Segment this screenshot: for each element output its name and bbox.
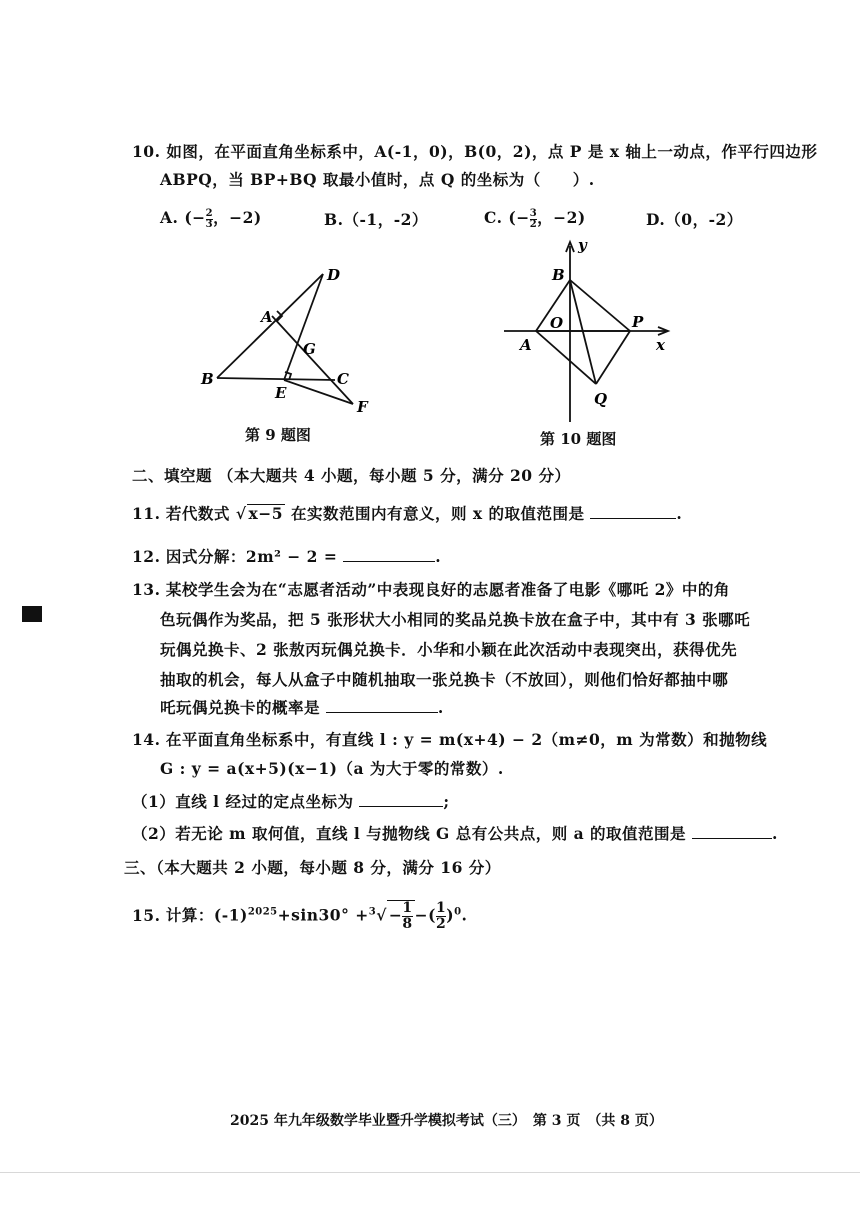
q15-exp2: 0 <box>454 906 462 918</box>
fig10-label-a: A <box>520 336 532 354</box>
fig10-label-b: B <box>552 266 565 284</box>
option-c-label: C. <box>484 208 503 227</box>
q14-number: 14. <box>132 730 161 749</box>
q13-line5: 吒玩偶兑换卡的概率是 . <box>160 698 444 717</box>
option-c-fraction: $\frac{3}{2}$ <box>529 207 538 230</box>
figure-10 <box>500 236 680 426</box>
q14-text-line2: G : y = a(x+5)(x−1)（a 为大于零的常数）. <box>160 759 504 778</box>
q14-text-line1: 在平面直角坐标系中，有直线 l : y = m(x+4) − 2（m≠0，m 为常数）和抛物线 <box>165 730 768 749</box>
q14-part2-answer-blank[interactable] <box>692 824 772 839</box>
q14-part1: （1）直线 l 经过的定点坐标为 ; <box>132 792 450 811</box>
fig10-label-q: Q <box>594 390 608 408</box>
q10-option-a: A. (− $\frac{2}{3}$ ，−2) <box>160 207 262 230</box>
fig9-label-e: E <box>275 384 287 402</box>
fig9-label-c: C <box>337 370 349 388</box>
q15-fraction-1-8: $\frac{1}{8}$ <box>402 900 413 932</box>
q10-option-b: B.（-1，-2） <box>324 210 428 229</box>
fig9-label-b: B <box>201 370 214 388</box>
q13-answer-blank[interactable] <box>326 698 438 713</box>
page-bottom-divider <box>0 1172 860 1173</box>
q11-text-after: 在实数范围内有意义，则 x 的取值范围是 <box>290 504 585 523</box>
figure-9-caption: 第 9 题图 <box>245 426 311 444</box>
q13-text-line1: 某校学生会为在“志愿者活动”中表现良好的志愿者准备了电影《哪吒 2》中的角 <box>165 580 730 599</box>
fig10-label-y: y <box>578 236 587 254</box>
q15-term1: (-1) <box>213 905 248 925</box>
fig9-label-d: D <box>327 266 341 284</box>
section-2-header <box>132 464 570 486</box>
section-3-title: 三、（本大题共 2 小题，每小题 8 分，满分 16 分） <box>124 858 501 877</box>
q15: 15. 计算：$(-1)^{2025}+\sin 30^\circ +^3√$ − $\frac{1}{8}$ −( $\frac{1}{2}$ )$^0$. <box>132 900 468 932</box>
q11-answer-blank[interactable] <box>590 504 676 519</box>
q10-text-line1: 如图，在平面直角坐标系中，A(-1，0)，B(0，2)，点 P 是 x 轴上一动点，作平行四边形 <box>166 142 818 161</box>
fig10-label-x: x <box>656 336 665 354</box>
q15-fraction-1-2: $\frac{1}{2}$ <box>435 900 447 932</box>
q12-answer-blank[interactable] <box>343 547 435 562</box>
q13-text-line2: 色玩偶作为奖品，把 5 张形状大小相同的奖品兑换卡放在盒子中，其中有 3 张哪吒 <box>160 610 751 629</box>
q10-option-c: C. (− $\frac{3}{2}$ ，−2) <box>484 207 586 230</box>
q14-part1-answer-blank[interactable] <box>359 792 443 807</box>
q15-exp1: 2025 <box>247 906 278 918</box>
q12: 12. 因式分解：2m² − 2 = . <box>132 547 442 566</box>
fig10-label-p: P <box>632 313 644 331</box>
q13-text-line3: 玩偶兑换卡、2 张敖丙玩偶兑换卡．小华和小颖在此次活动中表现突出，获得优先 <box>160 640 738 659</box>
fig10-label-o: O <box>550 314 564 332</box>
fig9-label-g: G <box>303 340 316 358</box>
q13-text-line5: 吒玩偶兑换卡的概率是 <box>160 698 321 717</box>
q11: 11. 若代数式 √ x−5 在实数范围内有意义，则 x 的取值范围是 . <box>132 504 683 523</box>
q11-number: 11. <box>132 504 161 523</box>
fig9-label-f: F <box>357 398 368 416</box>
option-a-label: A. <box>160 208 179 227</box>
q12-number: 12. <box>132 547 161 566</box>
figure-10-caption: 第 10 题图 <box>540 430 617 448</box>
q10-line1 <box>132 140 817 162</box>
q11-text-before: 若代数式 <box>165 504 230 523</box>
q15-term3: −( <box>414 905 436 925</box>
q14-part2-text: （2）若无论 m 取何值，直线 l 与抛物线 G 总有公共点，则 a 的取值范围是 <box>132 824 687 843</box>
section-2-note: （本大题共 4 小题，每小题 5 分，满分 20 分） <box>217 466 571 485</box>
q13-text-line4: 抽取的机会，每人从盒子中随机抽取一张兑换卡（不放回），则他们恰好都抽中哪 <box>160 670 729 689</box>
binding-mark <box>22 606 42 622</box>
q15-tail: ) <box>446 905 455 925</box>
q15-label: 计算： <box>165 905 214 925</box>
q13-number: 13. <box>132 580 161 599</box>
fig9-label-a: A <box>261 308 273 326</box>
q15-term2: +sin30° + <box>277 905 369 925</box>
q14-part2: （2）若无论 m 取何值，直线 l 与抛物线 G 总有公共点，则 a 的取值范围是 . <box>132 824 778 843</box>
q14-line1 <box>132 728 767 750</box>
section-2-title: 二、填空题 <box>132 466 213 485</box>
q13-line1 <box>132 578 730 600</box>
q10-option-d: D.（0，-2） <box>646 210 743 229</box>
q10-number: 10. <box>132 142 161 161</box>
option-a-fraction: $\frac{2}{3}$ <box>205 207 214 230</box>
q15-cube-root: − $\frac{1}{8}$ <box>388 900 413 932</box>
q15-end: . <box>461 905 468 925</box>
page-footer: 2025 年九年级数学毕业暨升学模拟考试（三） 第 3 页 （共 8 页） <box>230 1113 663 1129</box>
q15-root-index: 3 <box>368 906 377 918</box>
figure-9 <box>195 262 385 422</box>
q11-sqrt: √ x−5 <box>235 504 284 523</box>
q14-part1-text: （1）直线 l 经过的定点坐标为 <box>132 792 354 811</box>
q12-text: 因式分解：2m² − 2 = <box>165 547 338 566</box>
q10-text-line2: ABPQ，当 BP+BQ 取最小值时，点 Q 的坐标为（ ）. <box>160 170 595 189</box>
q15-number: 15. <box>132 905 161 925</box>
